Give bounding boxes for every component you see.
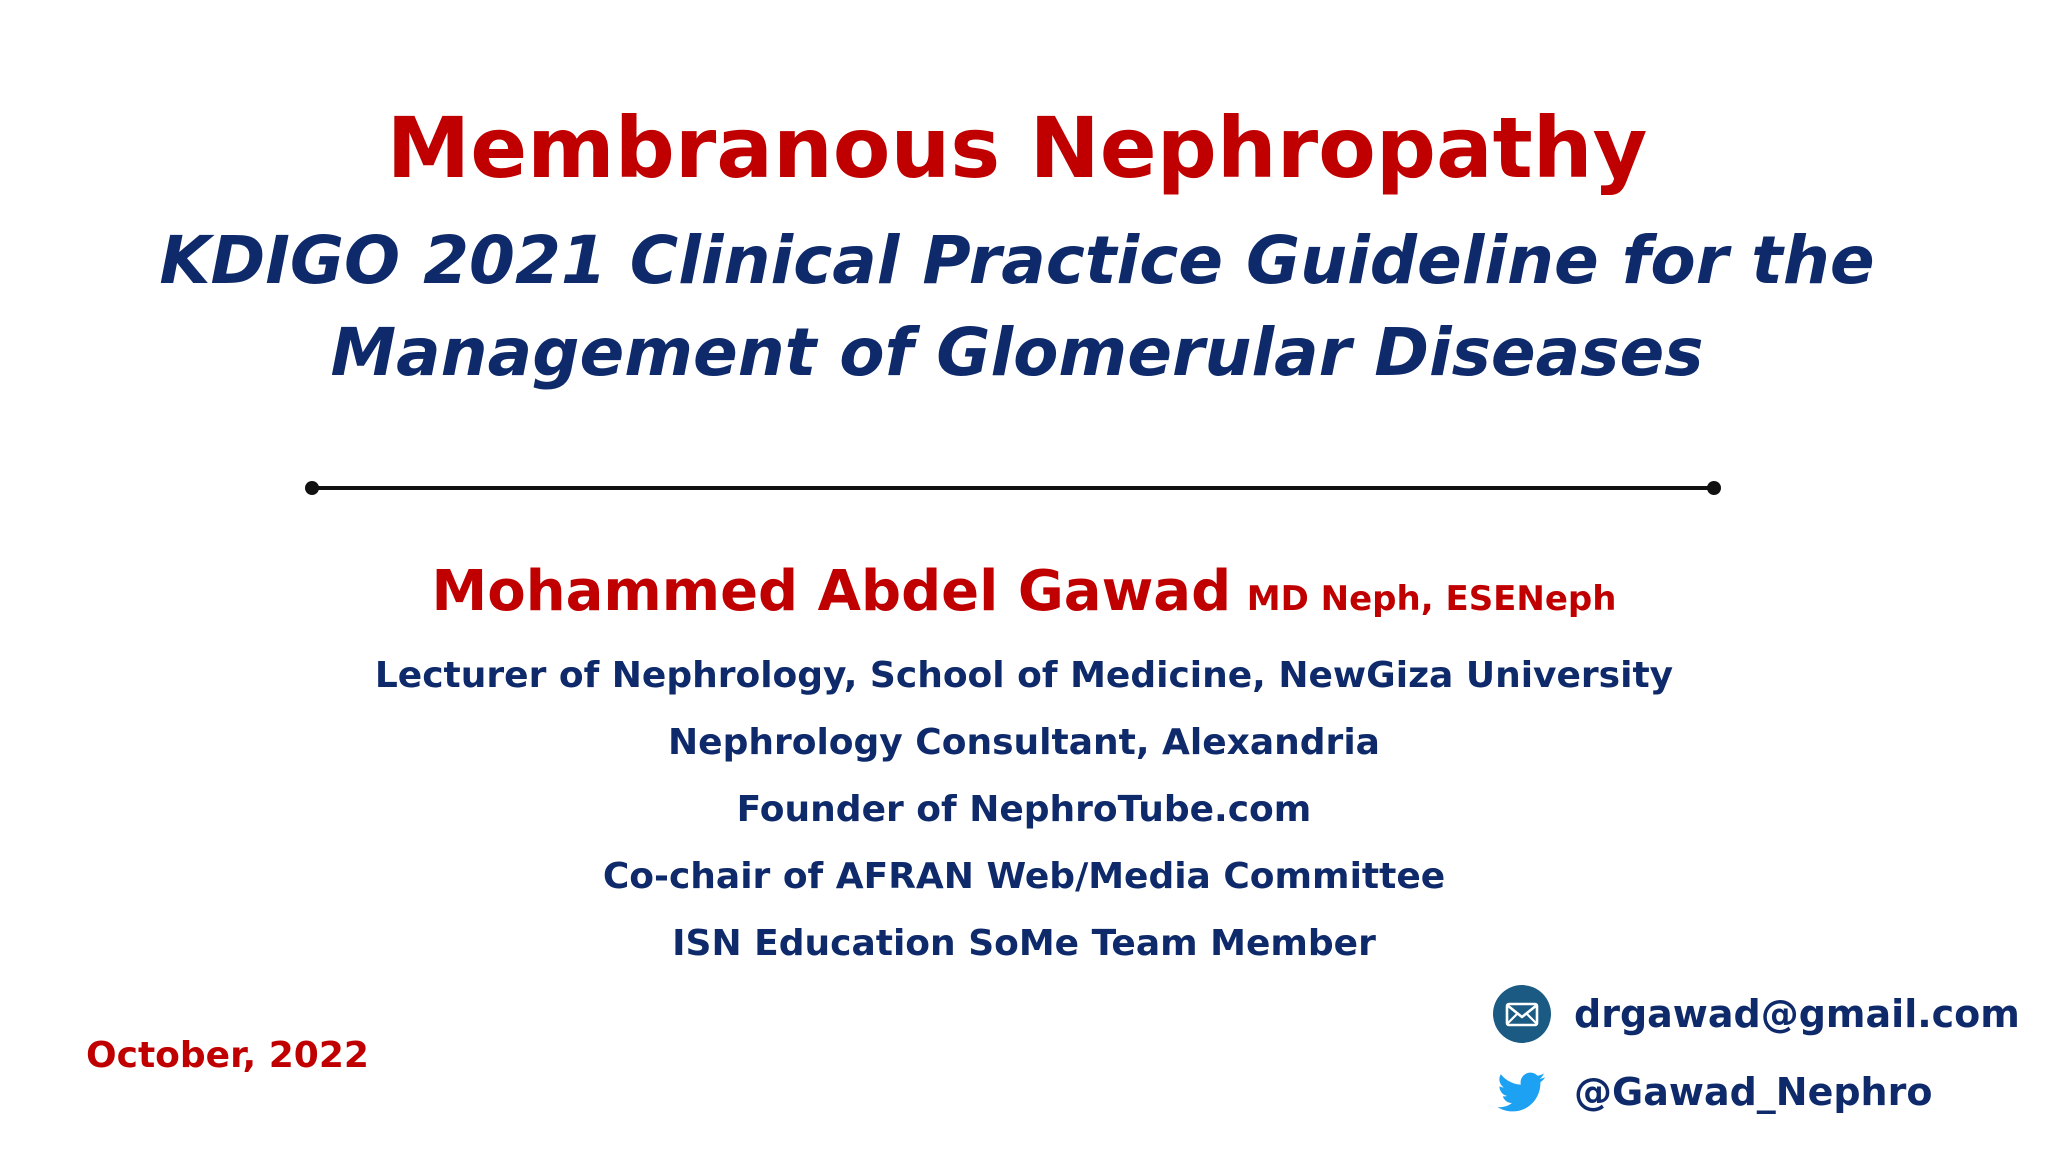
affiliation-item: Nephrology Consultant, Alexandria — [668, 722, 1380, 763]
subtitle-line-2: Management of Glomerular Diseases — [330, 314, 1704, 391]
email-address: drgawad@gmail.com — [1574, 992, 2020, 1036]
affiliation-item: Lecturer of Nephrology, School of Medicine, NewGiza University — [374, 655, 1674, 696]
divider-line — [310, 486, 1716, 490]
affiliation-item: Founder of NephroTube.com — [736, 789, 1312, 830]
affiliation-item: Co-chair of AFRAN Web/Media Committee — [602, 856, 1446, 897]
twitter-handle: @Gawad_Nephro — [1574, 1070, 1933, 1114]
email-contact — [1492, 982, 2020, 1046]
slide-title: Membranous Nephropathy — [386, 99, 1648, 197]
author-credentials: MD Neph, ESENeph — [1246, 579, 1617, 619]
twitter-bird-icon — [1492, 1062, 1552, 1122]
affiliation-item: ISN Education SoMe Team Member — [672, 923, 1376, 964]
author-name: Mohammed Abdel Gawad — [431, 559, 1232, 624]
twitter-contact — [1492, 1060, 1932, 1124]
author-line — [0, 558, 2048, 625]
presentation-date: October, 2022 — [86, 1035, 369, 1076]
envelope-icon — [1492, 984, 1552, 1044]
subtitle-line-1: KDIGO 2021 Clinical Practice Guideline for the — [159, 222, 1875, 299]
affiliation-list — [0, 650, 2048, 985]
slide-subtitle — [0, 215, 2034, 399]
